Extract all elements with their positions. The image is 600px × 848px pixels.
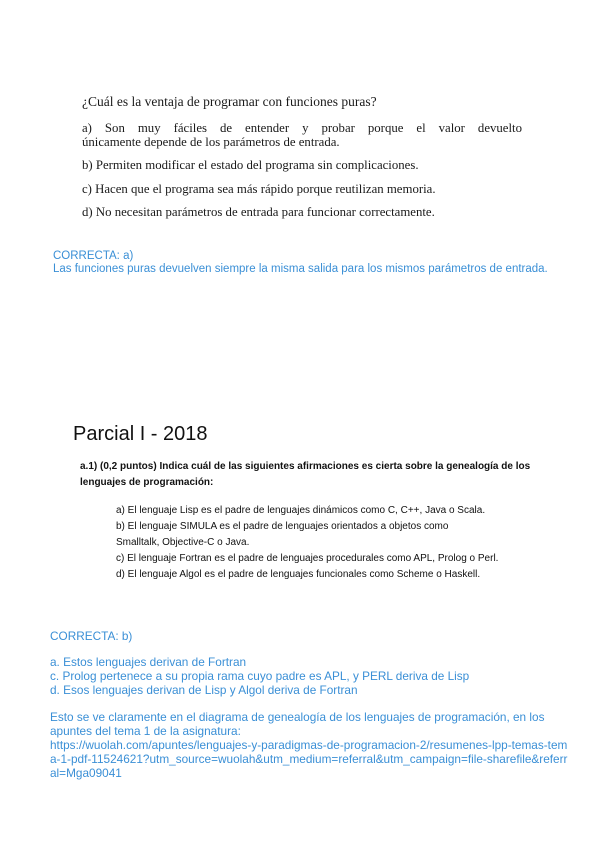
q2-explanation-d: d. Esos lenguajes derivan de Lisp y Algol deriva de Fortran bbox=[50, 683, 358, 697]
q1-option-c: c) Hacen que el programa sea más rápido porque reutilizan memoria. bbox=[82, 182, 436, 196]
q2-prefix: a.1) (0,2 puntos) bbox=[80, 461, 157, 472]
q2-explanations bbox=[50, 655, 469, 697]
q1-option-a-line2: únicamente depende de los parámetros de entrada. bbox=[82, 135, 340, 149]
q2-link-wrap bbox=[50, 738, 570, 780]
section-title: Parcial I - 2018 bbox=[73, 423, 208, 445]
q2-explanation-c: c. Prolog pertenece a su propia rama cuyo padre es APL, y PERL deriva de Lisp bbox=[50, 669, 470, 683]
q1-answer-label: CORRECTA: a) bbox=[53, 250, 134, 262]
q2-option-c: c) El lenguaje Fortran es el padre de lenguajes procedurales como APL, Prolog o Perl. bbox=[116, 553, 499, 564]
q1-option-a-line1: a) Son muy fáciles de entender y probar porque el valor devuelto bbox=[82, 121, 522, 135]
q2-option-d: d) El lenguaje Algol es el padre de lenguajes funcionales como Scheme o Haskell. bbox=[116, 569, 481, 580]
q2-answer-label: CORRECTA: b) bbox=[50, 629, 133, 643]
q2-statement-text: Indica cuál de las siguientes afirmaciones es cierta sobre la genealogía de los lenguajes de programación: bbox=[80, 461, 531, 488]
q2-note: Esto se ve claramente en el diagrama de genealogía de los lenguajes de programación, en los apuntes del tema 1 de la asignatura: bbox=[50, 710, 545, 738]
q1-option-d: d) No necesitan parámetros de entrada para funcionar correctamente. bbox=[82, 205, 435, 219]
q1-question: ¿Cuál es la ventaja de programar con funciones puras? bbox=[82, 94, 377, 109]
q2-note-block bbox=[50, 710, 570, 780]
genealogy-link[interactable]: https://wuolah.com/apuntes/lenguajes-y-paradigmas-de-programacion-2/resumenes-lpp-temas-tema-1-pdf-11524621?utm_source=wuolah&utm_medium=referral&utm_campaign=file-sharefile&referral=Mga09041 bbox=[50, 738, 568, 780]
q1-option-b: b) Permiten modificar el estado del programa sin complicaciones. bbox=[82, 158, 419, 172]
q2-option-b: b) El lenguaje SIMULA es el padre de lenguajes orientados a objetos como Smalltalk, Objective-C o Java. bbox=[116, 521, 449, 548]
q2-option-a: a) El lenguaje Lisp es el padre de lenguajes dinámicos como C, C++, Java o Scala. bbox=[116, 505, 486, 516]
q2-statement bbox=[80, 459, 570, 491]
q1-answer-text: Las funciones puras devuelven siempre la misma salida para los mismos parámetros de entrada. bbox=[53, 263, 548, 275]
q2-explanation-a: a. Estos lenguajes derivan de Fortran bbox=[50, 655, 247, 669]
